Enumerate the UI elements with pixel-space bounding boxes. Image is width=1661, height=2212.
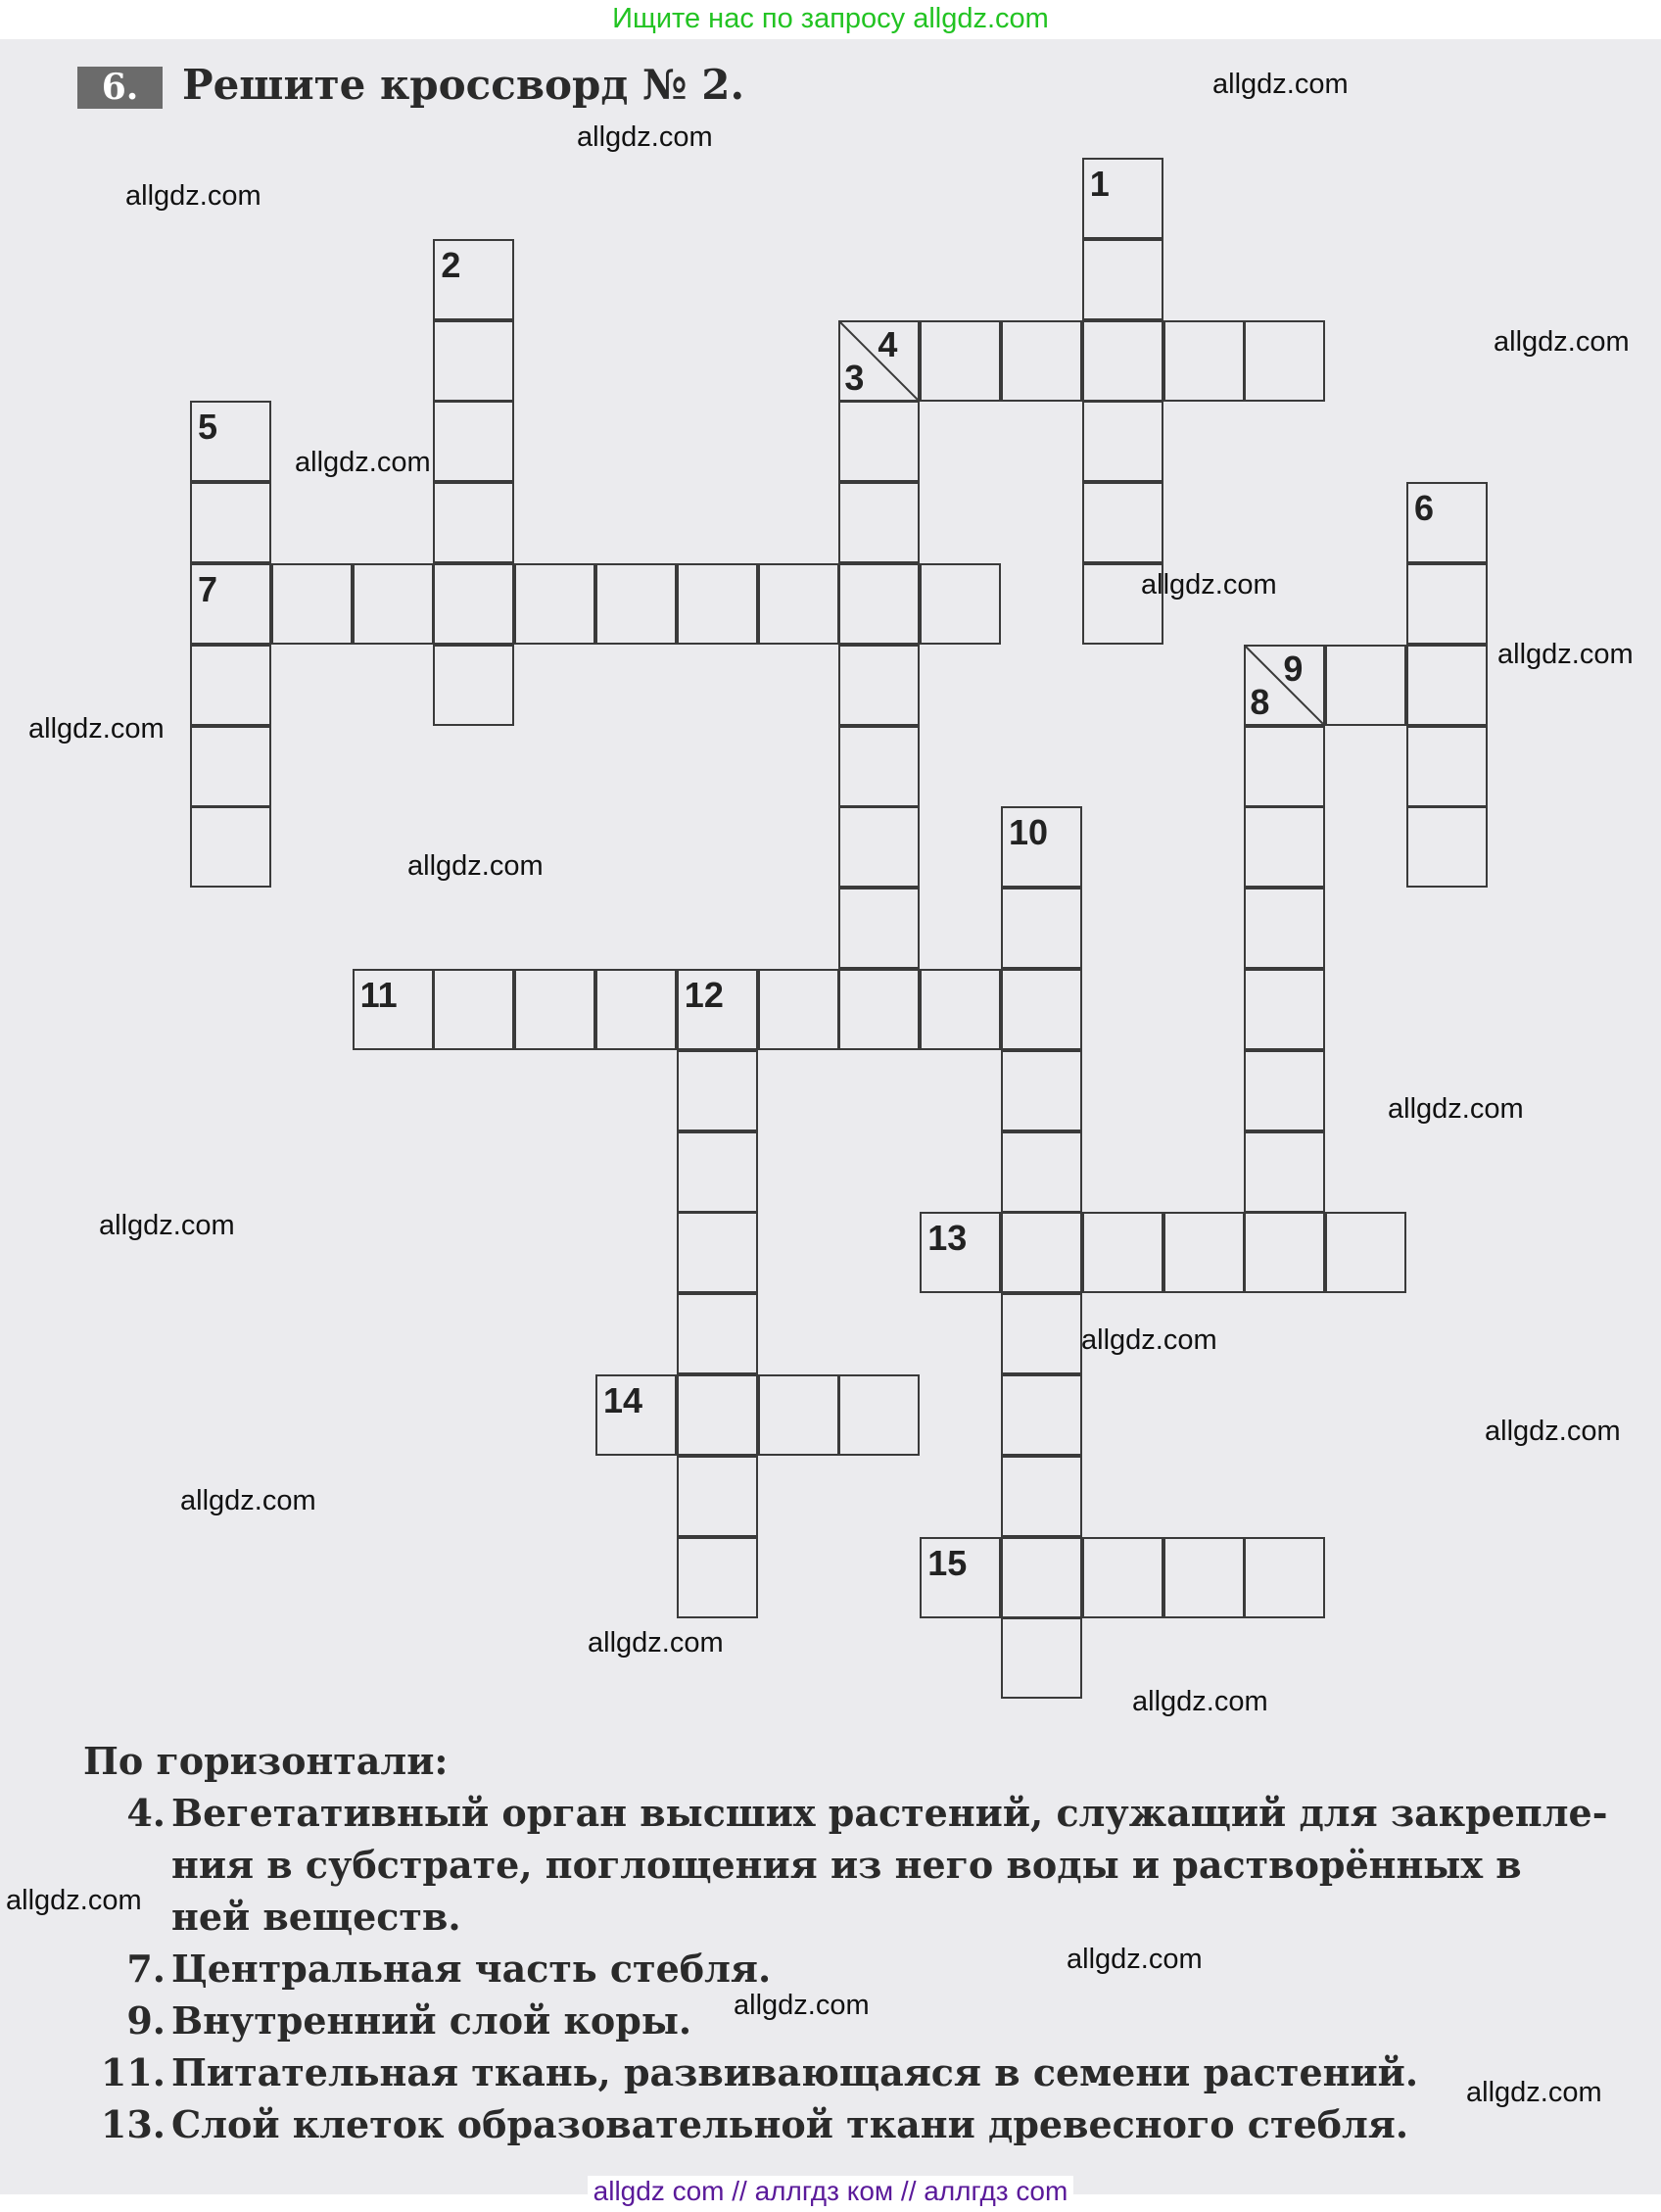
- watermark: allgdz.com: [577, 121, 713, 153]
- crossword-cell[interactable]: [1163, 1537, 1245, 1618]
- crossword-cell[interactable]: [190, 482, 271, 563]
- crossword-cell[interactable]: [1406, 645, 1488, 726]
- bottom-banner-text: allgdz com // аллгдз ком // аллгдз com: [588, 2176, 1074, 2206]
- crossword-cell[interactable]: [1001, 888, 1082, 969]
- crossword-cell[interactable]: [838, 969, 920, 1050]
- crossword-cell[interactable]: [1082, 1537, 1163, 1618]
- crossword-cell[interactable]: [433, 401, 514, 482]
- crossword-cell[interactable]: [1244, 1050, 1325, 1131]
- crossword-cell[interactable]: [677, 1456, 758, 1537]
- clues-heading: По горизонтали:: [83, 1739, 449, 1783]
- crossword-cell[interactable]: [190, 726, 271, 807]
- crossword-cell[interactable]: [838, 1374, 920, 1456]
- crossword-cell[interactable]: [1001, 1617, 1082, 1699]
- crossword-cell[interactable]: [433, 645, 514, 726]
- crossword-cell[interactable]: [1001, 1212, 1082, 1293]
- clue-text: Внутренний слой коры.: [171, 1998, 692, 2043]
- clue-number-13: 13: [927, 1218, 968, 1259]
- clue-number-7: 7: [198, 569, 218, 609]
- crossword-cell[interactable]: [1001, 969, 1082, 1050]
- crossword-cell[interactable]: [920, 563, 1001, 645]
- clue-text: Центральная часть стебля.: [171, 1947, 772, 1991]
- clue-number-12: 12: [684, 975, 724, 1015]
- crossword-cell[interactable]: [1244, 969, 1325, 1050]
- crossword-cell[interactable]: [1001, 1131, 1082, 1213]
- crossword-cell[interactable]: [1406, 726, 1488, 807]
- crossword-cell[interactable]: [1244, 1131, 1325, 1213]
- watermark: allgdz.com: [1466, 2077, 1602, 2108]
- crossword-cell[interactable]: [1001, 1374, 1082, 1456]
- crossword-cell[interactable]: [1001, 1537, 1082, 1618]
- clue-text: Слой клеток образовательной ткани древесного стебля.: [171, 2102, 1409, 2146]
- clue-number: 9.: [126, 1998, 166, 2043]
- crossword-cell[interactable]: [758, 969, 839, 1050]
- crossword-cell[interactable]: [595, 563, 677, 645]
- watermark: allgdz.com: [180, 1485, 316, 1516]
- clue-text: Питательная ткань, развивающаяся в семени растений.: [171, 2050, 1419, 2094]
- crossword-cell[interactable]: [433, 320, 514, 402]
- watermark: allgdz.com: [1212, 69, 1349, 100]
- clue-number-2: 2: [441, 244, 461, 285]
- crossword-cell[interactable]: [838, 806, 920, 888]
- crossword-cell[interactable]: [1001, 1050, 1082, 1131]
- crossword-cell[interactable]: [1406, 806, 1488, 888]
- crossword-cell[interactable]: [1163, 320, 1245, 402]
- clue-text: Вегетативный орган высших растений, служащий для закрепле-ния в субстрате, поглощения из него воды и растворённых в ней веществ.: [171, 1791, 1608, 1939]
- crossword-cell[interactable]: [838, 888, 920, 969]
- watermark: allgdz.com: [1132, 1686, 1268, 1717]
- crossword-cell[interactable]: [1244, 1537, 1325, 1618]
- watermark: allgdz.com: [588, 1627, 724, 1659]
- crossword-cell[interactable]: [677, 563, 758, 645]
- crossword-cell[interactable]: [1325, 645, 1406, 726]
- diagonal-divider: [1244, 645, 1325, 726]
- crossword-cell[interactable]: [677, 1537, 758, 1618]
- crossword-cell[interactable]: [838, 563, 920, 645]
- watermark: allgdz.com: [125, 180, 261, 212]
- crossword-cell[interactable]: [1244, 806, 1325, 888]
- crossword-cell[interactable]: [514, 969, 595, 1050]
- diagonal-divider: [838, 320, 920, 402]
- watermark: allgdz.com: [6, 1885, 142, 1916]
- clue-11: [83, 2046, 1611, 2098]
- watermark: allgdz.com: [407, 850, 544, 882]
- clue-number: 7.: [126, 1947, 166, 1991]
- crossword-cell[interactable]: [838, 482, 920, 563]
- crossword-cell[interactable]: [758, 1374, 839, 1456]
- watermark: allgdz.com: [1081, 1324, 1217, 1356]
- clue-number-9: 9: [1283, 648, 1304, 689]
- crossword-cell[interactable]: [1163, 1212, 1245, 1293]
- watermark: allgdz.com: [1388, 1093, 1524, 1125]
- crossword-cell[interactable]: [190, 806, 271, 888]
- crossword-cell[interactable]: [1082, 239, 1163, 320]
- task-title: Решите кроссворд № 2.: [182, 61, 745, 109]
- clue-number: 11.: [100, 2050, 166, 2094]
- crossword-cell[interactable]: [433, 969, 514, 1050]
- crossword-cell[interactable]: [920, 969, 1001, 1050]
- watermark: allgdz.com: [1494, 326, 1630, 358]
- crossword-cell[interactable]: [1406, 563, 1488, 645]
- watermark: allgdz.com: [1497, 639, 1634, 670]
- clue-13: [83, 2098, 1611, 2150]
- crossword-cell[interactable]: [1082, 320, 1163, 402]
- clue-number-4: 4: [878, 323, 898, 364]
- crossword-cell[interactable]: [271, 563, 353, 645]
- clue-number-6: 6: [1414, 488, 1435, 529]
- clue-number-14: 14: [603, 1380, 643, 1420]
- crossword-cell[interactable]: [1244, 888, 1325, 969]
- clue-number-5: 5: [198, 407, 218, 448]
- crossword-cell[interactable]: [1244, 1212, 1325, 1293]
- crossword-cell[interactable]: [677, 1131, 758, 1213]
- crossword-cell[interactable]: [1325, 1212, 1406, 1293]
- clue-number-3: 3: [844, 357, 865, 398]
- crossword-cell[interactable]: [514, 563, 595, 645]
- crossword-cell[interactable]: [838, 726, 920, 807]
- crossword-cell[interactable]: [433, 563, 514, 645]
- clue-number-1: 1: [1089, 164, 1110, 204]
- task-number-badge: 6.: [77, 67, 163, 109]
- crossword-cell[interactable]: [190, 645, 271, 726]
- crossword-cell[interactable]: [433, 482, 514, 563]
- crossword-cell[interactable]: [1082, 482, 1163, 563]
- crossword-cell[interactable]: [1244, 320, 1325, 402]
- crossword-cell[interactable]: [595, 969, 677, 1050]
- crossword-cell[interactable]: [1082, 1212, 1163, 1293]
- watermark: allgdz.com: [1141, 569, 1277, 601]
- clue-number-10: 10: [1009, 812, 1049, 853]
- clue-number-15: 15: [927, 1542, 968, 1583]
- crossword-cell[interactable]: [838, 645, 920, 726]
- crossword-cell[interactable]: [677, 1050, 758, 1131]
- crossword-cell[interactable]: [758, 563, 839, 645]
- watermark: allgdz.com: [295, 447, 431, 478]
- watermark: allgdz.com: [28, 713, 165, 745]
- crossword-cell[interactable]: [677, 1212, 758, 1293]
- crossword-cell[interactable]: [1001, 1456, 1082, 1537]
- watermark: allgdz.com: [1067, 1944, 1203, 1975]
- clue-number: 13.: [100, 2102, 166, 2146]
- crossword-cell[interactable]: [920, 320, 1001, 402]
- clue-7: [83, 1943, 1611, 1995]
- clue-number-11: 11: [359, 975, 398, 1015]
- crossword-cell[interactable]: [677, 1374, 758, 1456]
- crossword-cell[interactable]: [1001, 1293, 1082, 1374]
- clues-section: [83, 1739, 1611, 2150]
- crossword-cell[interactable]: [1082, 401, 1163, 482]
- clue-number: 4.: [126, 1791, 166, 1835]
- clue-number-8: 8: [1250, 681, 1270, 722]
- crossword-cell[interactable]: [1244, 726, 1325, 807]
- crossword-cell[interactable]: [353, 563, 434, 645]
- crossword-cell[interactable]: [677, 1293, 758, 1374]
- watermark: allgdz.com: [734, 1990, 870, 2021]
- clue-4: [83, 1787, 1611, 1943]
- top-banner: Ищите нас по запросу allgdz.com: [612, 3, 1049, 34]
- crossword-cell[interactable]: [838, 401, 920, 482]
- watermark: allgdz.com: [99, 1210, 235, 1241]
- crossword-cell[interactable]: [1001, 320, 1082, 402]
- bottom-banner: [0, 2176, 1661, 2212]
- watermark: allgdz.com: [1485, 1416, 1621, 1447]
